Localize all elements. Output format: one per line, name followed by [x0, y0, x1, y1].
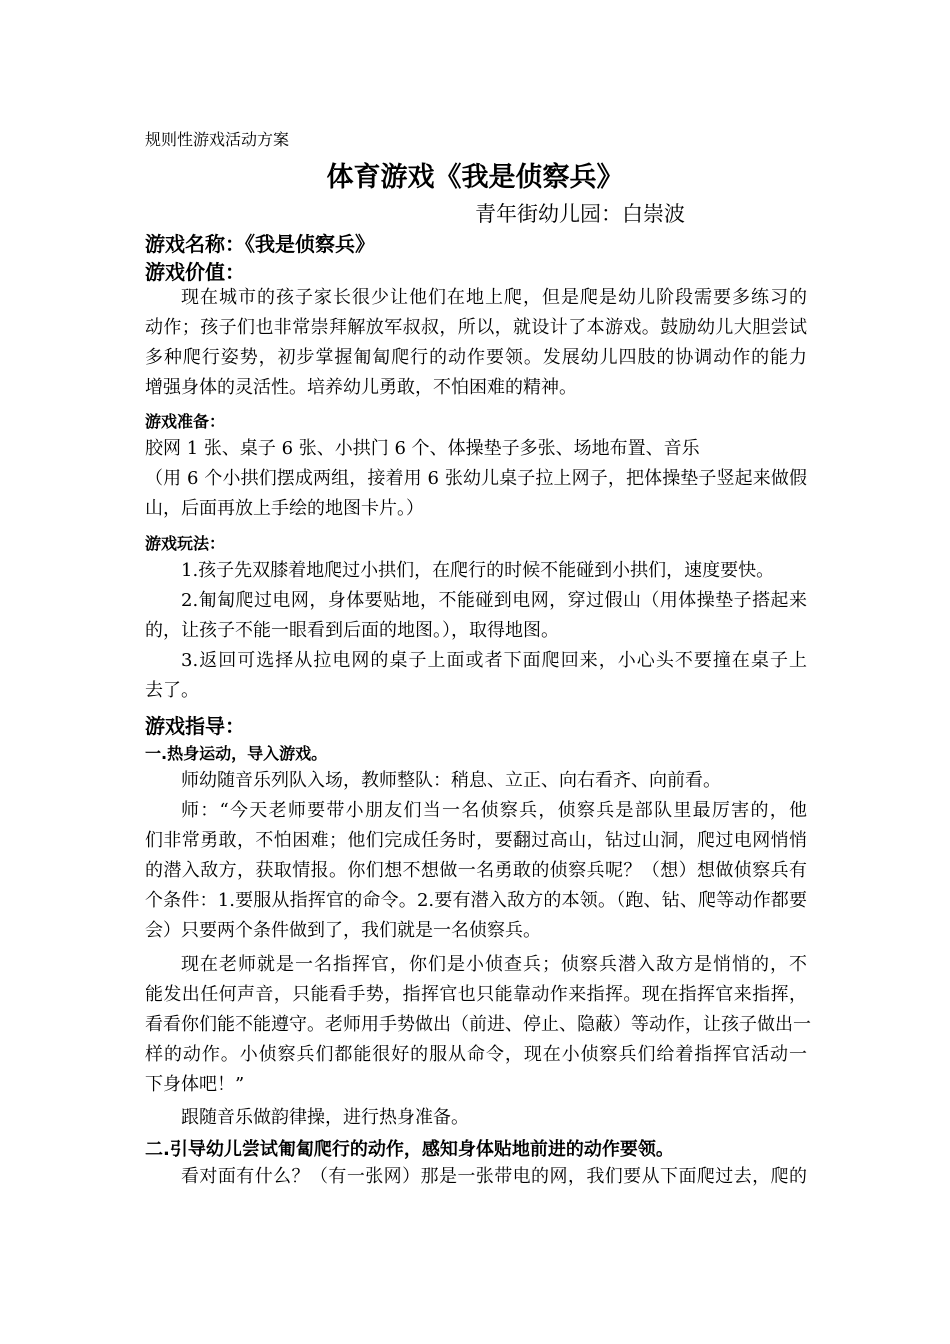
guide-heading: 游戏指导： [145, 714, 245, 738]
play-line: 1.孩子先双膝着地爬过小拱们，在爬行的时候不能碰到小拱们，速度要快。 [181, 560, 775, 581]
section1-line: 的潜入敌方，获取情报。你们想不想做一名勇敢的侦察兵呢？（想）想做侦察兵有 [145, 860, 807, 881]
section2-heading: 二.引导幼儿尝试匍匐爬行的动作，感知身体贴地前进的动作要领。 [145, 1139, 674, 1160]
section1-line: 师：“今天老师要带小朋友们当一名侦察兵，侦察兵是部队里最厉害的，他 [181, 800, 807, 821]
value-line: 多种爬行姿势，初步掌握匍匐爬行的动作要领。发展幼儿四肢的协调动作的能力 [145, 347, 807, 368]
section1-line: 跟随音乐做韵律操，进行热身准备。 [181, 1107, 469, 1128]
page-title: 体育游戏《我是侦察兵》 [326, 162, 624, 193]
play-heading: 游戏玩法： [145, 534, 226, 553]
value-line: 动作；孩子们也非常崇拜解放军叔叔，所以，就设计了本游戏。鼓励幼儿大胆尝试 [145, 317, 807, 338]
play-line: 去了。 [145, 680, 199, 701]
prep-line: 胶网 1 张、桌子 6 张、小拱门 6 个、体操垫子多张、场地布置、音乐 [145, 438, 700, 459]
value-line: 现在城市的孩子家长很少让他们在地上爬，但是爬是幼儿阶段需要多练习的 [181, 287, 807, 308]
game-name-heading: 游戏名称：《我是侦察兵》 [145, 232, 375, 256]
prep-line: 山，后面再放上手绘的地图卡片。） [145, 498, 424, 519]
prep-heading: 游戏准备： [145, 412, 226, 431]
value-line: 增强身体的灵活性。培养幼儿勇敢，不怕困难的精神。 [145, 377, 577, 398]
section1-line: 们非常勇敢，不怕困难；他们完成任务时，要翻过高山，钻过山洞，爬过电网悄悄 [145, 830, 807, 851]
play-line: 2.匍匐爬过电网，身体要贴地，不能碰到电网，穿过假山（用体操垫子搭起来 [181, 590, 807, 611]
section1-line: 现在老师就是一名指挥官，你们是小侦查兵；侦察兵潜入敌方是悄悄的，不 [181, 954, 807, 975]
doc-label: 规则性游戏活动方案 [145, 130, 290, 149]
section1-heading: 一.热身运动，导入游戏。 [145, 744, 328, 763]
section1-line: 下身体吧！” [145, 1074, 245, 1095]
section1-line: 个条件：1.要服从指挥官的命令。2.要有潜入敌方的本领。（跑、钻、爬等动作都要 [145, 890, 807, 911]
author-line: 青年街幼儿园：白崇波 [475, 202, 685, 226]
value-heading: 游戏价值： [145, 260, 245, 284]
play-line: 3.返回可选择从拉电网的桌子上面或者下面爬回来，小心头不要撞在桌子上 [181, 650, 807, 671]
section1-line: 能发出任何声音，只能看手势，指挥官也只能靠动作来指挥。现在指挥官来指挥， [145, 984, 807, 1005]
section1-line: 会）只要两个条件做到了，我们就是一名侦察兵。 [145, 920, 541, 941]
section2-line: 看对面有什么？（有一张网）那是一张带电的网，我们要从下面爬过去，爬的 [181, 1166, 807, 1187]
section1-line: 看看你们能不能遵守。老师用手势做出（前进、停止、隐蔽）等动作，让孩子做出一 [145, 1014, 811, 1035]
prep-line: （用 6 个小拱们摆成两组，接着用 6 张幼儿桌子拉上网子，把体操垫子竖起来做假 [145, 468, 807, 489]
section1-line: 样的动作。小侦察兵们都能很好的服从命令，现在小侦察兵们给着指挥官活动一 [145, 1044, 807, 1065]
section1-line: 师幼随音乐列队入场，教师整队：稍息、立正、向右看齐、向前看。 [181, 770, 721, 791]
play-line: 的，让孩子不能一眼看到后面的地图。），取得地图。 [145, 620, 559, 641]
